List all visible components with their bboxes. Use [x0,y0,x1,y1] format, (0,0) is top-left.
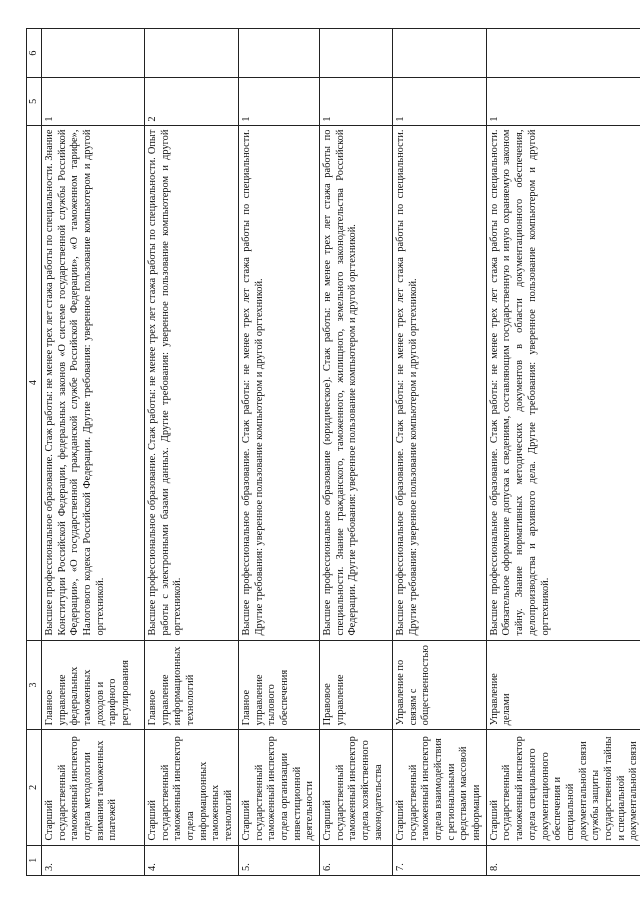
row-number: 7. [392,845,486,875]
column-number: 1 [27,845,42,875]
row-number: 6. [319,845,392,875]
table-row [42,29,145,876]
qualification-requirements: Высшее профессиональное образование (юридическое). Стаж работы: не менее трех лет стажа работы по специальности. Знание гражданского, таможенного, жилищного, земельного законодательства Российской Федерации. Другие требования: уверенное пользование компьютером и другой оргтехникой. [319,125,392,640]
position-title: Старший государственный таможенный инспектор отдела организации инвестиционной деятельности [238,730,319,845]
qualification-requirements: Высшее профессиональное образование. Стаж работы: не менее трех лет стажа работы по специальности. Другие требования: уверенное пользование компьютером и другой оргтехникой. [392,125,486,640]
column-number: 4 [27,125,42,640]
row-number: 5. [238,845,319,875]
empty-cell [319,29,392,78]
column-number: 5 [27,78,42,125]
department-name: Управление делами [486,640,640,730]
department-name: Правовое управление [319,640,392,730]
vacancy-count: 1 [319,78,392,125]
table-row [145,29,239,876]
vacancy-count: 1 [486,78,640,125]
vacancy-count: 1 [392,78,486,125]
empty-cell [486,29,640,78]
table-row [319,29,392,876]
position-title: Старший государственный таможенный инспектор отдела хозяйственного законодательства [319,730,392,845]
vacancy-count: 1 [42,78,145,125]
vacancy-count: 2 [145,78,239,125]
vacancy-count: 1 [238,78,319,125]
empty-cell [42,29,145,78]
empty-cell [392,29,486,78]
department-name: Главное управление федеральных таможенных доходов и тарифного регулирования [42,640,145,730]
empty-cell [145,29,239,78]
row-number: 3. [42,845,145,875]
qualification-requirements: Высшее профессиональное образование. Стаж работы: не менее трех лет стажа работы по специальности. Опыт работы с электронными базами данных. Другие требования: уверенное пользование компьютером и другой оргтехникой. [145,125,239,640]
department-name: Главное управление тылового обеспечения [238,640,319,730]
empty-cell [238,29,319,78]
column-number: 6 [27,29,42,78]
rotated-document-page [26,28,640,876]
table-row [486,29,640,876]
position-title: Старший государственный таможенный инспектор отдела методологии взимания таможенных платежей [42,730,145,845]
qualification-requirements: Высшее профессиональное образование. Стаж работы: не менее трех лет стажа работы по специальности. Другие требования: уверенное пользование компьютером и другой оргтехникой. [238,125,319,640]
position-title: Старший государственный таможенный инспектор отдела специального документационного обеспечения и специальной документальной связи службы защиты государственной тайны и специальной документальной связи [486,730,640,845]
column-number-row [27,29,42,876]
position-title: Старший государственный таможенный инспектор отдела взаимодействия с региональными средствами массовой информации [392,730,486,845]
row-number: 4. [145,845,239,875]
column-number: 3 [27,640,42,730]
column-number: 2 [27,730,42,845]
vacancy-table [26,28,640,876]
department-name: Главное управление информационных технологий [145,640,239,730]
row-number: 8. [486,845,640,875]
department-name: Управление по связям с общественностью [392,640,486,730]
table-row [392,29,486,876]
qualification-requirements: Высшее профессиональное образование. Стаж работы: не менее трех лет стажа работы по специальности. Обязательное оформление допуска к сведениям, составляющим государственную и иную охраняемую законом тайну. Знание нормативных методических документов в области документационного обеспечения, делопроизводства и архивного дела. Другие требования: уверенное пользование компьютером и другой оргтехникой. [486,125,640,640]
position-title: Старший государственный таможенный инспектор отдела информационных таможенных технологий [145,730,239,845]
qualification-requirements: Высшее профессиональное образование. Стаж работы: не менее трех лет стажа работы по специальности. Знание Конституции Российской Федерации, федеральных законов «О системе государственной службы Российской Федерации», «О государственной гражданской службе Российской Федерации», «О таможенном тарифе», Налогового кодекса Российской Федерации. Другие требования: уверенное пользование компьютером и другой оргтехникой. [42,125,145,640]
table-row [238,29,319,876]
